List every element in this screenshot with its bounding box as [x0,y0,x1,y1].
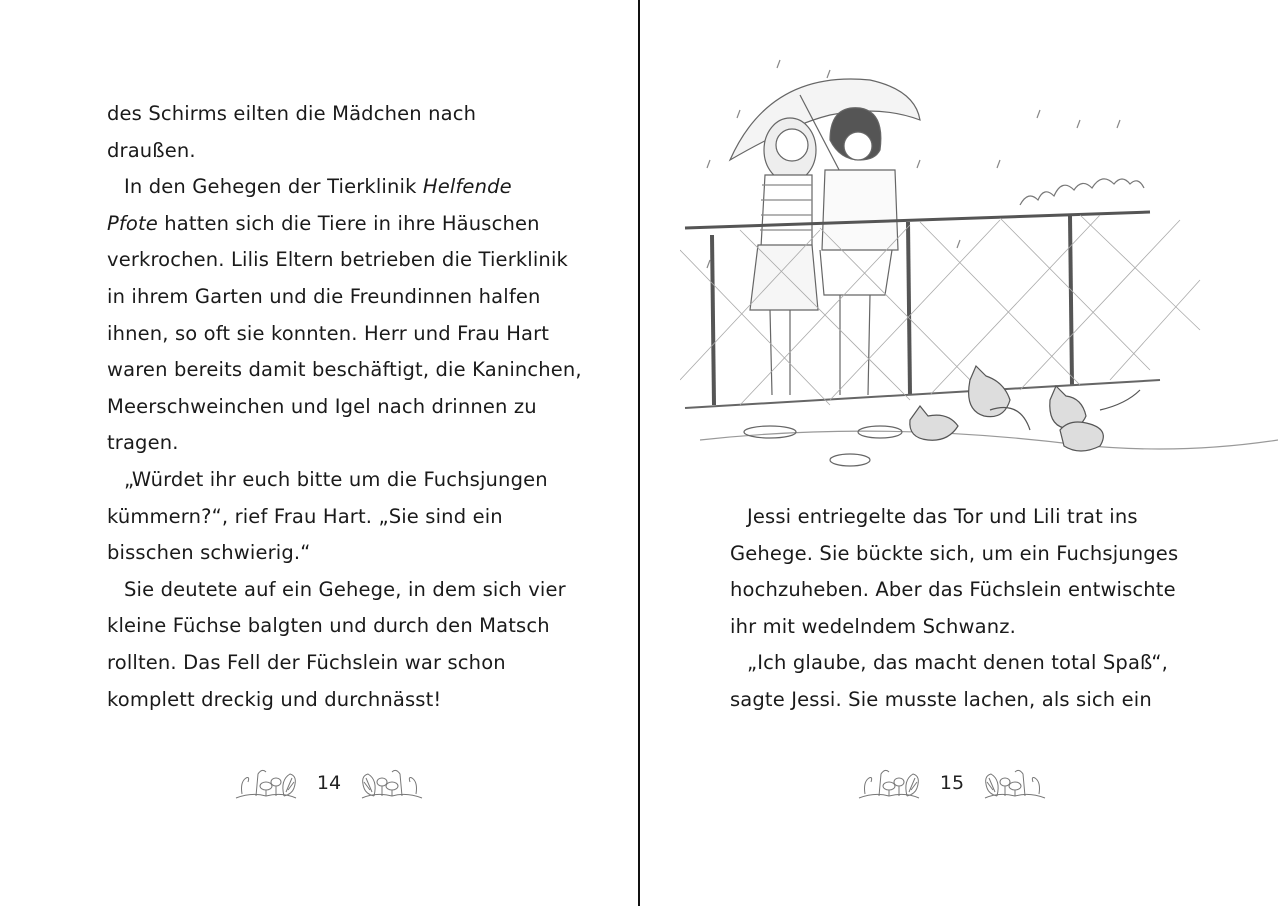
illustration-girls-umbrella-fox-cubs [680,50,1278,480]
text-line: ihr mit wedelndem Schwanz. [730,614,1016,638]
text-line: rollten. Das Fell der Füchslein war schon [107,650,506,674]
text-line: verkrochen. Lilis Eltern betrieben die Tierklinik [107,248,568,272]
page-number: 15 [939,772,965,794]
italic-clinic-name: Helfende [422,175,512,199]
fern-mushroom-ornament-icon [981,764,1049,802]
italic-clinic-name: Pfote [107,211,158,235]
right-page-text [730,499,1190,719]
text-line: Meerschweinchen und Igel nach drinnen zu [107,394,537,418]
fern-mushroom-ornament-icon [855,764,923,802]
page-footer [232,764,426,802]
text-line: „Würdet ihr euch bitte um die Fuchsjungen [124,467,548,491]
text-line: in ihrem Garten und die Freundinnen halfen [107,284,541,308]
page-footer [855,764,1049,802]
text-line: In den Gehegen der Tierklinik Helfende [124,175,512,199]
text-line: Sie deutete auf ein Gehege, in dem sich vier [124,577,566,601]
text-line: bisschen schwierig.“ [107,541,311,565]
text-line: Jessi entriegelte das Tor und Lili trat ins [747,505,1138,528]
fern-mushroom-ornament-icon [358,764,426,802]
text-line: „Ich glaube, das macht denen total Spaß“, [747,651,1169,675]
left-page-text [107,96,582,718]
text-line: tragen. [107,431,179,455]
right-page [640,0,1278,906]
page-number: 14 [316,772,342,794]
text-line: waren bereits damit beschäftigt, die Kaninchen, [107,358,582,382]
text-line: komplett dreckig und durchnässt! [107,687,442,711]
text-line: Gehege. Sie bückte sich, um ein Fuchsjunges [730,541,1179,565]
text-line: des Schirms eilten die Mädchen nach [107,102,477,125]
text-line: kümmern?“, rief Frau Hart. „Sie sind ein [107,504,503,528]
text-line: draußen. [107,138,196,162]
text-line: sagte Jessi. Sie musste lachen, als sich ein [730,687,1152,711]
text-line: kleine Füchse balgten und durch den Matsch [107,614,550,638]
text-line: hochzuheben. Aber das Füchslein entwischte [730,578,1176,602]
fern-mushroom-ornament-icon [232,764,300,802]
text-line: ihnen, so oft sie konnten. Herr und Frau Hart [107,321,550,345]
text-line: Pfote hatten sich die Tiere in ihre Häuschen [107,211,540,235]
